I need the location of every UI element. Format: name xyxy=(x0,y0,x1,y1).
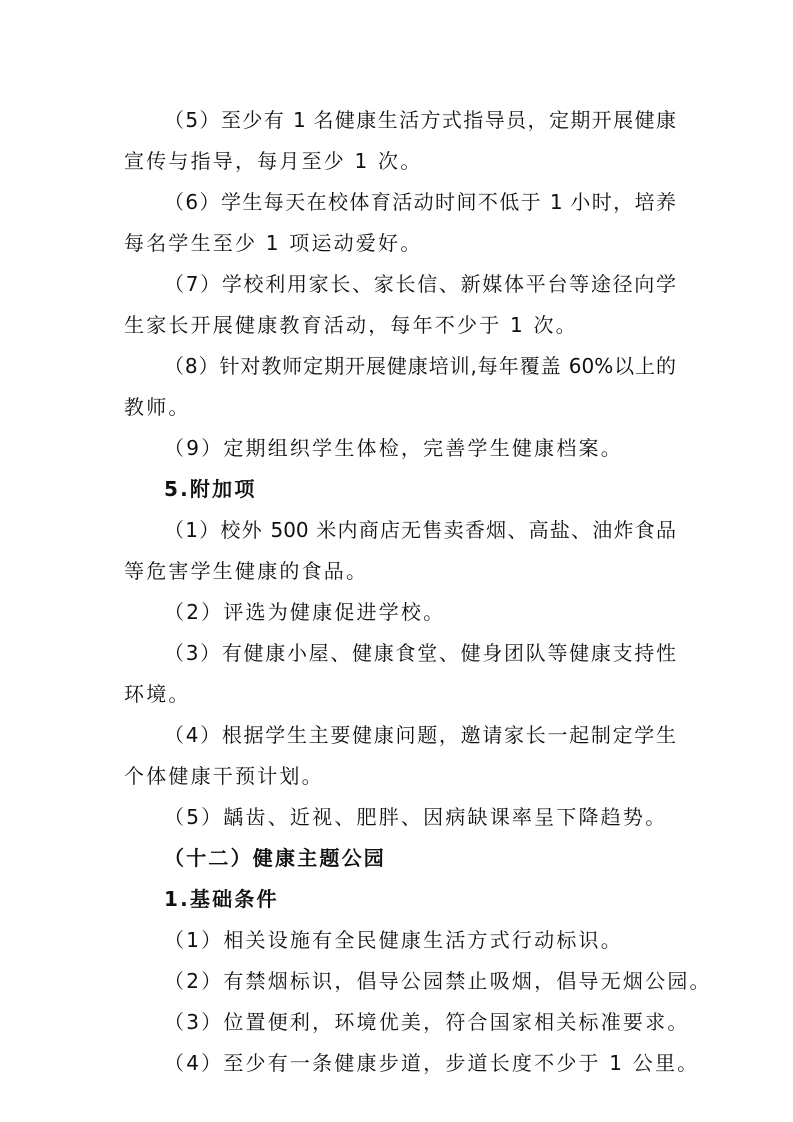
paragraph-line: （1）校外 500 米内商店无售卖香烟、高盐、油炸食品 xyxy=(164,518,676,542)
paragraph-line: （4）至少有一条健康步道，步道长度不少于 1 公里。 xyxy=(164,1051,700,1075)
paragraph-line: 每名学生至少 1 项运动爱好。 xyxy=(124,231,423,255)
paragraph-line: （1）相关设施有全民健康生活方式行动标识。 xyxy=(164,928,623,952)
paragraph-line: （4）根据学生主要健康问题，邀请家长一起制定学生 xyxy=(164,723,676,747)
paragraph-line: （8）针对教师定期开展健康培训,每年覆盖 60%以上的 xyxy=(164,354,676,378)
paragraph-line: （5）龋齿、近视、肥胖、因病缺课率呈下降趋势。 xyxy=(164,805,668,829)
paragraph-line: （5）至少有 1 名健康生活方式指导员，定期开展健康 xyxy=(164,108,676,132)
paragraph-line: （2）有禁烟标识，倡导公园禁止吸烟，倡导无烟公园。 xyxy=(164,969,712,993)
paragraph-line: （3）有健康小屋、健康食堂、健身团队等健康支持性 xyxy=(164,641,676,665)
paragraph-line: 宣传与指导，每月至少 1 次。 xyxy=(124,149,423,173)
paragraph-line: 生家长开展健康教育活动，每年不少于 1 次。 xyxy=(124,313,578,337)
section-heading: 5.附加项 xyxy=(164,477,257,501)
paragraph-line: （7）学校利用家长、家长信、新媒体平台等途径向学 xyxy=(164,272,676,296)
paragraph-line: 教师。 xyxy=(124,395,191,419)
paragraph-line: （6）学生每天在校体育活动时间不低于 1 小时，培养 xyxy=(164,190,676,214)
paragraph-line: （3）位置便利，环境优美，符合国家相关标准要求。 xyxy=(164,1010,690,1034)
paragraph-line: （9）定期组织学生体检，完善学生健康档案。 xyxy=(164,436,623,460)
subsection-heading: 1.基础条件 xyxy=(164,887,279,911)
paragraph-line: （2）评选为健康促进学校。 xyxy=(164,600,446,624)
paragraph-line: 环境。 xyxy=(124,682,191,706)
section-heading: （十二）健康主题公园 xyxy=(164,846,386,870)
paragraph-line: 等危害学生健康的食品。 xyxy=(124,559,369,583)
paragraph-line: 个体健康干预计划。 xyxy=(124,764,324,788)
